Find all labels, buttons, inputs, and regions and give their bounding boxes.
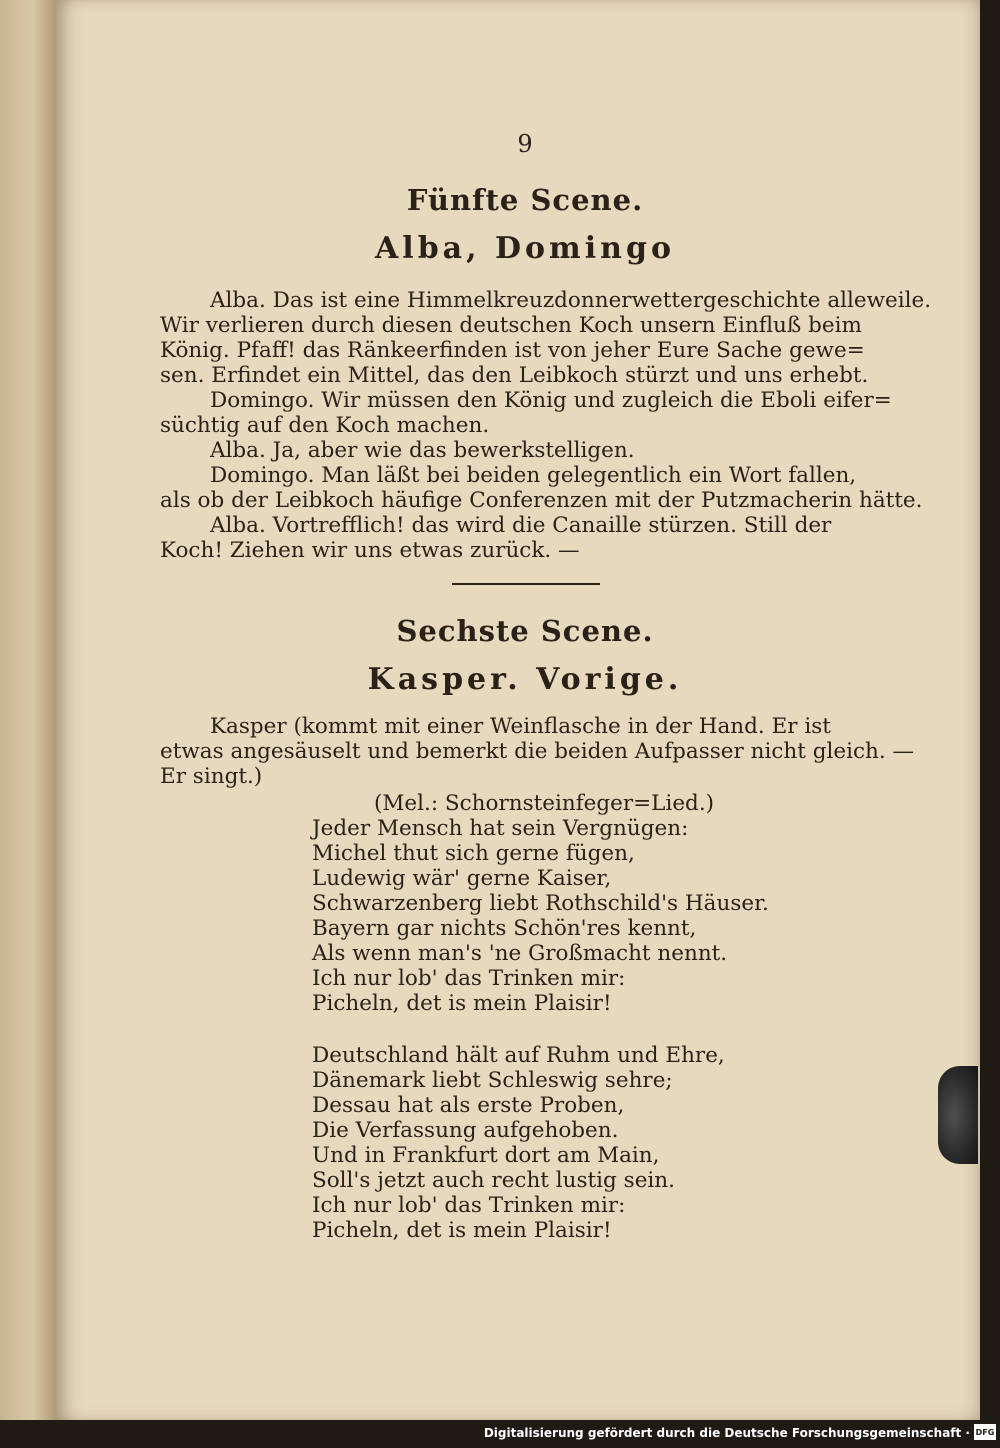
verse-line: Deutschland hält auf Ruhm und Ehre, <box>312 1043 725 1068</box>
verse-line: Die Verfassung aufgehoben. <box>312 1118 619 1143</box>
text-line: Koch! Ziehen wir uns etwas zurück. — <box>160 538 580 563</box>
facing-page-edge <box>0 0 60 1420</box>
text-line: Kasper (kommt mit einer Weinflasche in der Hand. Er ist <box>210 714 831 739</box>
verse-line: Schwarzenberg liebt Rothschild's Häuser. <box>312 891 769 916</box>
text-line: Domingo. Wir müssen den König und zugleich die Eboli eifer= <box>210 388 892 413</box>
scene-six-title: Sechste Scene. <box>396 614 654 648</box>
text-line: Er singt.) <box>160 764 263 789</box>
verse-line: Als wenn man's 'ne Großmacht nennt. <box>312 941 728 966</box>
verse-line: Ich nur lob' das Trinken mir: <box>312 966 626 991</box>
footer-bar <box>0 1420 1000 1448</box>
text-line: Alba. Das ist eine Himmelkreuzdonnerwettergeschichte alleweile. <box>210 288 932 313</box>
song-verse-two <box>312 1043 912 1243</box>
text-line: Wir verlieren durch diesen deutschen Koch unsern Einfluß beim <box>160 313 862 338</box>
page-content <box>100 0 932 1420</box>
text-line: sen. Erfindet ein Mittel, das den Leibkoch stürzt und uns erhebt. <box>160 363 869 388</box>
scene-six-cast: Kasper. Vorige. <box>367 662 683 697</box>
verse-line: Dessau hat als erste Proben, <box>312 1093 625 1118</box>
verse-line: Dänemark liebt Schleswig sehre; <box>312 1068 673 1093</box>
text-line: süchtig auf den Koch machen. <box>160 413 490 438</box>
text-line: Alba. Ja, aber wie das bewerkstelligen. <box>210 438 635 463</box>
verse-line: Picheln, det is mein Plaisir! <box>312 991 612 1016</box>
scene-five-title: Fünfte Scene. <box>406 183 644 217</box>
verse-line: Ludewig wär' gerne Kaiser, <box>312 866 612 891</box>
text-line: etwas angesäuselt und bemerkt die beiden Aufpasser nicht gleich. — <box>160 739 915 764</box>
scene-five-dialogue <box>160 288 932 563</box>
verse-line: Soll's jetzt auch recht lustig sein. <box>312 1168 675 1193</box>
text-line: Alba. Vortrefflich! das wird die Canaille stürzen. Still der <box>210 513 832 538</box>
scene-five-cast: Alba, Domingo <box>375 231 675 266</box>
funding-notice: Digitalisierung gefördert durch die Deutsche Forschungsgemeinschaft · <box>483 1426 970 1440</box>
text-line: Domingo. Man läßt bei beiden gelegentlich ein Wort fallen, <box>210 463 857 488</box>
verse-line: Bayern gar nichts Schön'res kennt, <box>312 916 697 941</box>
dfg-logo: DFG <box>974 1424 996 1440</box>
verse-line: Und in Frankfurt dort am Main, <box>312 1143 660 1168</box>
scene-divider <box>452 583 600 585</box>
page-number: 9 <box>517 130 533 158</box>
verse-line: Jeder Mensch hat sein Vergnügen: <box>312 816 689 841</box>
verse-line: Ich nur lob' das Trinken mir: <box>312 1193 626 1218</box>
page-clip <box>938 1066 978 1164</box>
melody-note: (Mel.: Schornsteinfeger=Lied.) <box>374 791 715 816</box>
text-line: König. Pfaff! das Ränkeerfinden ist von jeher Eure Sache gewe= <box>160 338 865 363</box>
verse-line: Michel thut sich gerne fügen, <box>312 841 635 866</box>
verse-line: Picheln, det is mein Plaisir! <box>312 1218 612 1243</box>
text-line: als ob der Leibkoch häufige Conferenzen mit der Putzmacherin hätte. <box>160 488 923 513</box>
scene-six-stage-direction <box>160 714 915 789</box>
song-verse-one <box>312 791 912 1016</box>
